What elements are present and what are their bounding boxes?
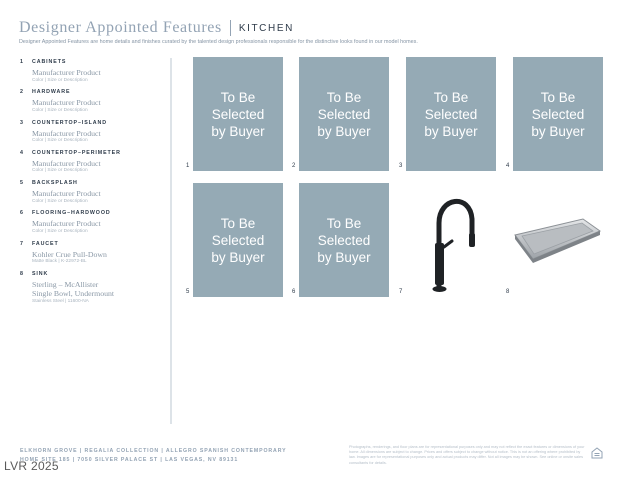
swatch-tile-2 [299,57,389,171]
footer-address-line: HOME SITE 185 | 7050 SILVER PALACE ST | LAS VEGAS, NV 89131 [20,457,239,463]
feature-item-sink [19,270,164,304]
feature-category: COUNTERTOP–PERIMETER [32,149,121,156]
swatch-number: 5 [186,289,190,295]
page-title: Designer Appointed Features [19,19,222,36]
page-subtitle: Designer Appointed Features are home details and finishes curated by the talented design professionals responsible for the distinctive looks found in our model homes. [19,39,418,45]
swatch-placeholder-text: To Be Selected by Buyer [531,89,585,139]
feature-detail: Matte Black | K-22972-BL [32,259,87,265]
feature-item-hardware [19,88,164,118]
feature-product: Sterling – McAllister [32,280,99,290]
feature-number: 5 [20,180,23,187]
feature-item-faucet [19,240,164,270]
feature-number: 3 [20,119,23,126]
feature-category: HARDWARE [32,89,71,96]
feature-product: Manufacturer Product [32,219,101,229]
swatch-tile-5 [193,183,283,297]
feature-product: Manufacturer Product [32,128,101,138]
feature-detail: Color | Size or Description [32,77,88,83]
swatch-tile-3 [406,57,496,171]
swatch-number: 2 [292,163,296,169]
swatch-placeholder-text: To Be Selected by Buyer [211,215,265,265]
feature-number: 2 [20,89,23,96]
footer-disclaimer: Photographs, renderings, and floor plans are for representational purposes only and may not reflect the exact features or dimensions of your home. All dimensions are subject to change. Prices and offers subject to change without notice. This is not an offering where prohibited by law. Images are for representational purposes only and actual products may differ. Not all images may be shown. See online or onsite sales consultants for details. [349,445,585,465]
watermark-text: LVR 2025 [4,459,59,473]
sink-image [513,183,603,297]
feature-detail: Color | Size or Description [32,198,88,204]
footer-community-info [20,447,287,465]
feature-product: Manufacturer Product [32,189,101,199]
feature-category: CABINETS [32,59,67,65]
feature-detail: Color | Size or Description [32,107,88,113]
swatch-tile-1 [193,57,283,171]
swatch-number: 3 [399,163,403,169]
feature-product: Manufacturer Product [32,68,101,77]
swatch-number: 6 [292,289,296,295]
feature-product: Manufacturer Product [32,98,101,108]
swatch-number: 4 [506,163,510,169]
feature-number: 1 [20,59,23,65]
page-header [19,19,294,37]
feature-category: COUNTERTOP–ISLAND [32,119,107,126]
swatch-tile-6 [299,183,389,297]
swatch-number: 1 [186,163,190,169]
feature-category: BACKSPLASH [32,180,78,187]
feature-item-backsplash [19,179,164,209]
swatch-placeholder-text: To Be Selected by Buyer [317,215,371,265]
feature-product: Manufacturer Product [32,158,101,168]
feature-number: 8 [20,271,23,278]
feature-item-flooring [19,209,164,239]
feature-detail: Color | Size or Description [32,228,88,234]
swatch-number: 7 [399,289,403,295]
feature-category: FAUCET [32,240,59,247]
equal-housing-icon [591,447,603,459]
feature-item-cabinets [19,58,164,88]
swatch-placeholder-text: To Be Selected by Buyer [211,89,265,139]
feature-product-line2: Single Bowl, Undermount [32,289,115,299]
feature-product: Kohler Crue Pull-Down [32,249,107,259]
feature-item-countertop-perimeter [19,149,164,179]
room-name: KITCHEN [238,22,294,34]
feature-detail: Color | Size or Description [32,168,88,174]
feature-number: 4 [20,149,23,156]
feature-category: FLOORING–HARDWOOD [32,210,111,217]
feature-category: SINK [32,271,49,278]
feature-list [19,58,164,304]
swatch-placeholder-text: To Be Selected by Buyer [317,89,371,139]
swatch-placeholder-text: To Be Selected by Buyer [424,89,478,139]
feature-number: 7 [20,240,23,247]
faucet-image [406,183,496,297]
feature-item-countertop-island [19,119,164,149]
feature-detail: Color | Size or Description [32,138,88,144]
feature-number: 6 [20,210,23,217]
swatch-tile-4 [513,57,603,171]
title-separator [230,20,231,36]
footer-collection-line: ELKHORN GROVE | REGALIA COLLECTION | ALLEGRO SPANISH CONTEMPORARY [20,448,287,454]
swatch-number: 8 [506,289,510,295]
feature-detail: Stainless Steel | 11600-NA [32,298,89,304]
vertical-divider [170,58,172,424]
